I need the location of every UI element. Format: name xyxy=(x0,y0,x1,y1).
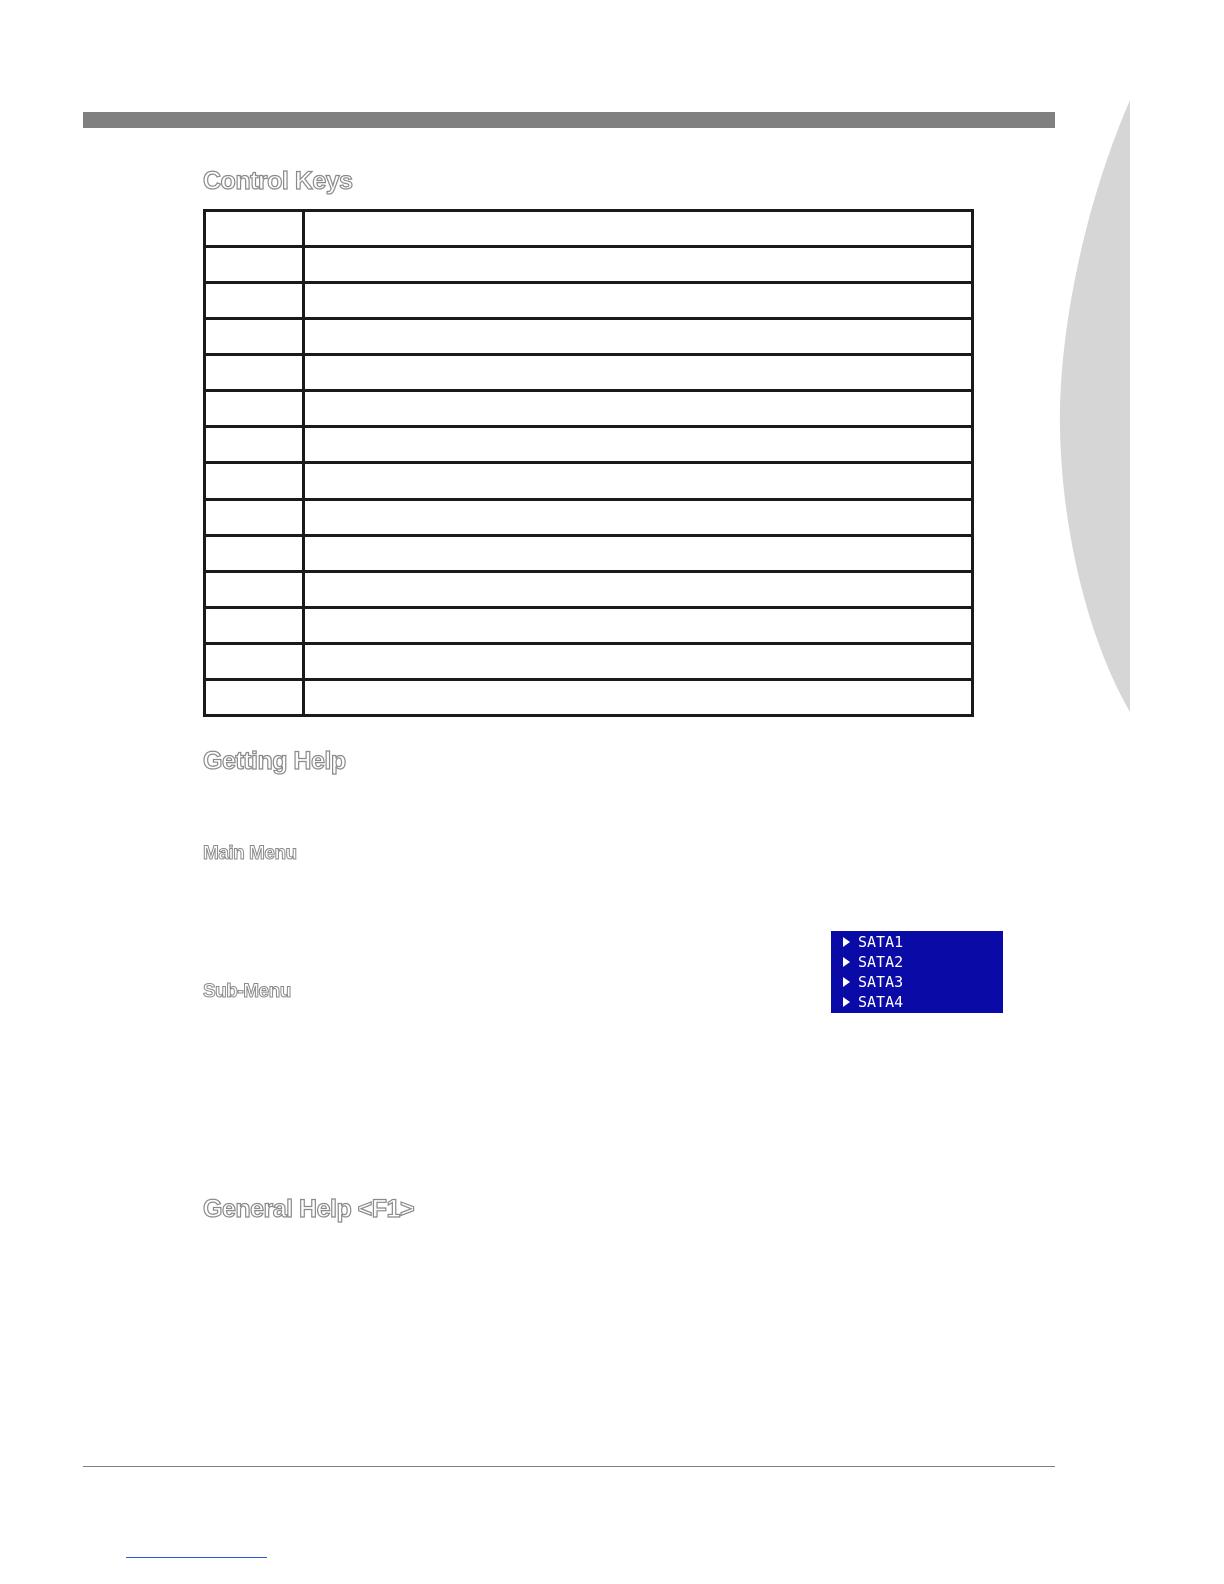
submenu-item-label: SATA3 xyxy=(858,973,904,991)
submenu-item-label: SATA2 xyxy=(858,953,904,971)
table-row xyxy=(205,679,973,715)
sub-menu-heading: Sub-Menu xyxy=(203,981,291,1002)
description-cell xyxy=(304,391,973,427)
description-cell xyxy=(304,499,973,535)
description-cell xyxy=(304,535,973,571)
table-row xyxy=(205,499,973,535)
control-keys-heading: Control Keys xyxy=(203,167,353,195)
submenu-item-label: SATA1 xyxy=(858,933,904,951)
key-cell xyxy=(205,247,304,283)
table-row xyxy=(205,247,973,283)
description-cell xyxy=(304,355,973,391)
key-cell xyxy=(205,319,304,355)
control-keys-table xyxy=(203,209,974,717)
table-row xyxy=(205,643,973,679)
table-row xyxy=(205,607,973,643)
table-row xyxy=(205,427,973,463)
key-cell xyxy=(205,211,304,247)
submenu-item-sata4[interactable] xyxy=(831,992,1003,1012)
description-cell xyxy=(304,211,973,247)
key-cell xyxy=(205,499,304,535)
chapter-side-tab xyxy=(1058,100,1130,712)
triangle-right-icon xyxy=(843,937,850,947)
key-cell xyxy=(205,283,304,319)
submenu-item-sata3[interactable] xyxy=(831,972,1003,992)
submenu-item-sata1[interactable] xyxy=(831,932,1003,952)
description-cell xyxy=(304,607,973,643)
table-row xyxy=(205,355,973,391)
key-cell xyxy=(205,607,304,643)
triangle-right-icon xyxy=(843,997,850,1007)
key-cell xyxy=(205,643,304,679)
key-cell xyxy=(205,463,304,499)
submenu-item-sata2[interactable] xyxy=(831,952,1003,972)
description-cell xyxy=(304,427,973,463)
description-cell xyxy=(304,463,973,499)
description-cell xyxy=(304,247,973,283)
key-cell xyxy=(205,391,304,427)
description-cell xyxy=(304,679,973,715)
footer-rule xyxy=(83,1466,1055,1467)
key-cell xyxy=(205,571,304,607)
description-cell xyxy=(304,571,973,607)
submenu-example-box xyxy=(831,931,1003,1013)
key-cell xyxy=(205,355,304,391)
table-row xyxy=(205,571,973,607)
key-cell xyxy=(205,427,304,463)
table-row xyxy=(205,283,973,319)
table-row xyxy=(205,463,973,499)
description-cell xyxy=(304,319,973,355)
header-bar xyxy=(83,112,1055,128)
description-cell xyxy=(304,643,973,679)
main-menu-heading: Main Menu xyxy=(203,843,297,864)
getting-help-heading: Getting Help xyxy=(203,747,346,775)
description-cell xyxy=(304,283,973,319)
footer-link-underline xyxy=(126,1557,267,1558)
submenu-item-label: SATA4 xyxy=(858,993,904,1011)
key-cell xyxy=(205,535,304,571)
table-row xyxy=(205,319,973,355)
table-row xyxy=(205,211,973,247)
triangle-right-icon xyxy=(843,957,850,967)
key-cell xyxy=(205,679,304,715)
triangle-right-icon xyxy=(843,977,850,987)
table-row xyxy=(205,391,973,427)
table-row xyxy=(205,535,973,571)
general-help-heading: General Help <F1> xyxy=(203,1195,415,1223)
